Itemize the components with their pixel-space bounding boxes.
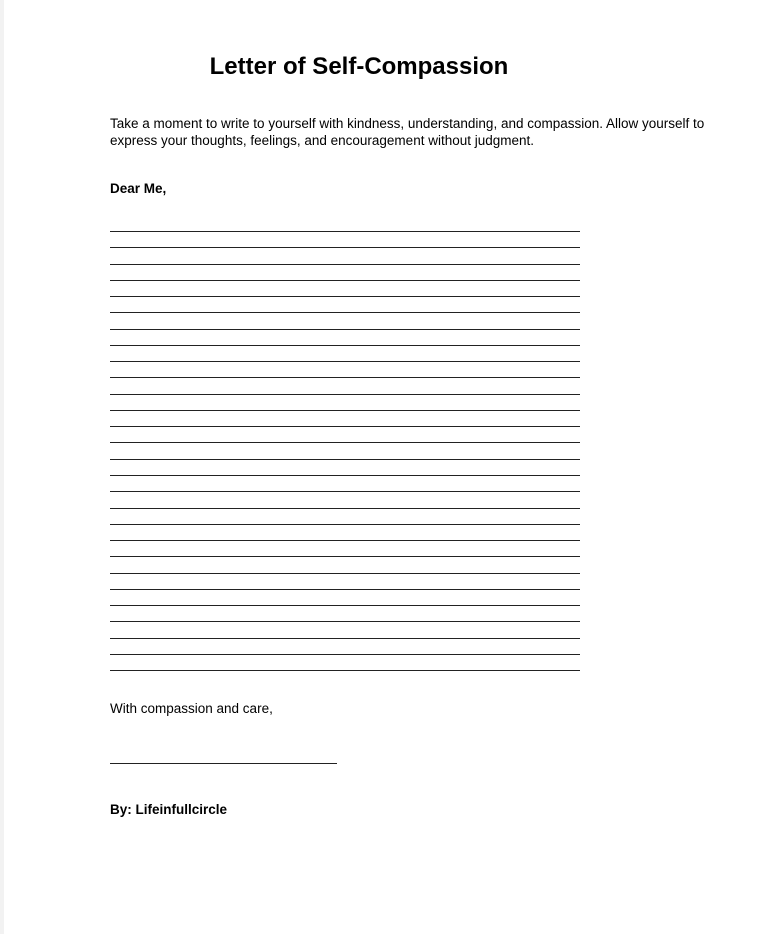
writing-line [110,296,580,312]
signature-line [110,763,337,764]
writing-line [110,231,580,247]
writing-line [110,377,580,393]
writing-line [110,573,580,589]
author-credit: By: Lifeinfullcircle [110,802,228,817]
writing-line [110,491,580,507]
page-title: Letter of Self-Compassion [209,53,509,80]
writing-line [110,475,580,491]
intro-paragraph: Take a moment to write to yourself with kindness, understanding, and compassion. Allow yourself to express your thoughts, feelings, and encouragement without judgment. [110,116,705,148]
writing-line [110,264,580,280]
writing-line [110,329,580,345]
writing-line [110,654,580,670]
writing-line [110,621,580,637]
writing-line [110,540,580,556]
writing-line [110,589,580,605]
writing-line [110,442,580,458]
writing-line [110,280,580,296]
writing-line [110,459,580,475]
writing-line [110,247,580,263]
writing-line [110,410,580,426]
writing-line [110,361,580,377]
writing-line [110,524,580,540]
closing-text: With compassion and care, [110,701,273,716]
writing-line [110,312,580,328]
writing-line [110,345,580,361]
writing-line [110,638,580,654]
writing-lines [110,231,580,686]
writing-line [110,394,580,410]
writing-line [110,556,580,572]
writing-line [110,605,580,621]
writing-line [110,670,580,686]
salutation: Dear Me, [110,181,167,196]
writing-line [110,508,580,524]
writing-line [110,426,580,442]
document-page [4,0,768,934]
